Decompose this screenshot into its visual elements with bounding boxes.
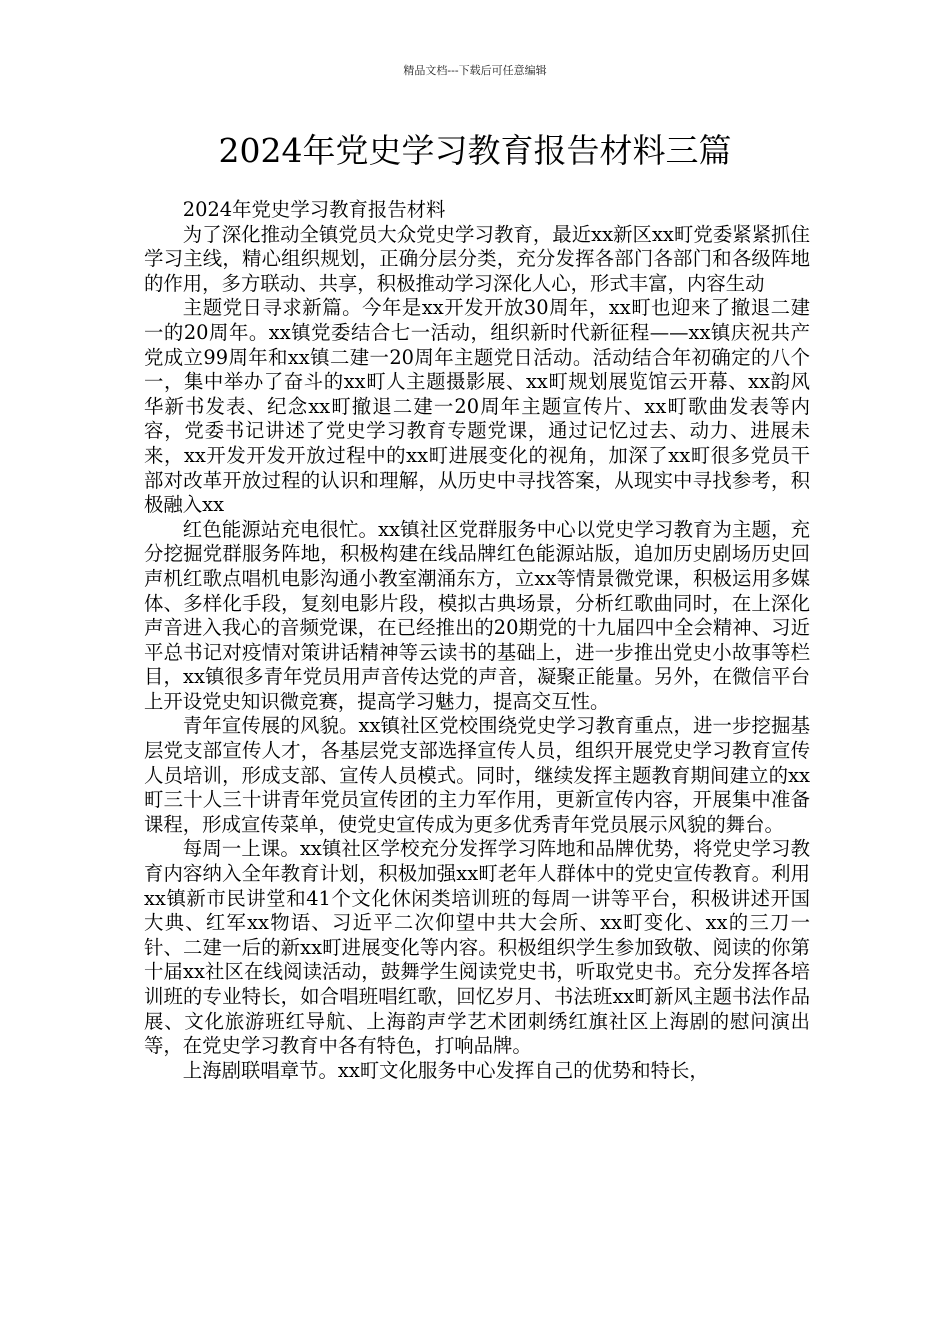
page-header-note: 精品文档---下载后可任意编辑	[403, 64, 547, 77]
paragraph: 青年宣传展的风貌。xx镇社区党校围绕党史学习教育重点，进一步挖掘基层党支部宣传人才，各基层党支部选择宣传人员，组织开展党史学习教育宣传人员培训，形成支部、宣传人员模式。同时，继续发挥主题教育期间建立的xx町三十人三十讲青年党员宣传团的主力军作用，更新宣传内容，开展集中准备课程，形成宣传菜单，使党史宣传成为更多优秀青年党员展示风貌的舞台。	[144, 714, 810, 836]
paragraph: 上海剧联唱章节。xx町文化服务中心发挥自己的优势和特长，	[182, 1058, 709, 1082]
document-body	[144, 198, 810, 1083]
paragraph: 红色能源站充电很忙。xx镇社区党群服务中心以党史学习教育为主题，充分挖掘党群服务阵地，积极构建在线品牌红色能源站版，追加历史剧场历史回声机红歌点唱机电影沟通小教室潮涌东方，立xx等情景微党课，积极运用多媒体、多样化手段，复刻电影片段，模拟古典场景，分析红歌曲同时，在上深化声音进入我心的音频党课，在已经推出的20期党的十九届四中全会精神、习近平总书记对疫情对策讲话精神等云读书的基础上，进一步推出党史小故事等栏目，xx镇很多青年党员用声音传达党的声音，凝聚正能量。另外，在微信平台上开设党史知识微竞赛，提高学习魅力，提高交互性。	[144, 517, 810, 713]
paragraph: 主题党日寻求新篇。今年是xx开发开放30周年，xx町也迎来了撤退二建一的20周年。xx镇党委结合七一活动，组织新时代新征程——xx镇庆祝共产党成立99周年和xx镇二建一20周年主题党日活动。活动结合年初确定的八个一，集中举办了奋斗的xx町人主题摄影展、xx町规划展览馆云开幕、xx韵风华新书发表、纪念xx町撤退二建一20周年主题宣传片、xx町歌曲发表等内容，党委书记讲述了党史学习教育专题党课，通过记忆过去、动力、进展未来，xx开发开发开放过程中的xx町进展变化的视角，加深了xx町很多党员干部对改革开放过程的认识和理解，从历史中寻找答案，从现实中寻找参考，积极融入xx	[144, 296, 810, 517]
paragraph: 每周一上课。xx镇社区学校充分发挥学习阵地和品牌优势，将党史学习教育内容纳入全年教育计划，积极加强xx町老年人群体中的党史宣传教育。利用xx镇新市民讲堂和41个文化休闲类培训班的每周一讲等平台，积极讲述开国大典、红军xx物语、习近平二次仰望中共大会所、xx町变化、xx的三刀一针、二建一后的新xx町进展变化等内容。积极组织学生参加致敬、阅读的你第十届xx社区在线阅读活动，鼓舞学生阅读党史书，听取党史书。充分发挥各培训班的专业特长，如合唱班唱红歌，回忆岁月、书法班xx町新风主题书法作品展、文化旅游班红导航、上海韵声学艺术团刺绣红旗社区上海剧的慰问演出等，在党史学习教育中各有特色，打响品牌。	[144, 837, 810, 1058]
paragraph-subtitle: 2024年党史学习教育报告材料	[182, 198, 446, 221]
document-title: 2024年党史学习教育报告材料三篇	[218, 131, 732, 170]
paragraph: 为了深化推动全镇党员大众党史学习教育，最近xx新区xx町党委紧紧抓住学习主线，精心组织规划，正确分层分类，充分发挥各部门各部门和各级阵地的作用，多方联动、共享，积极推动学习深化人心，形式丰富，内容生动	[144, 222, 810, 295]
